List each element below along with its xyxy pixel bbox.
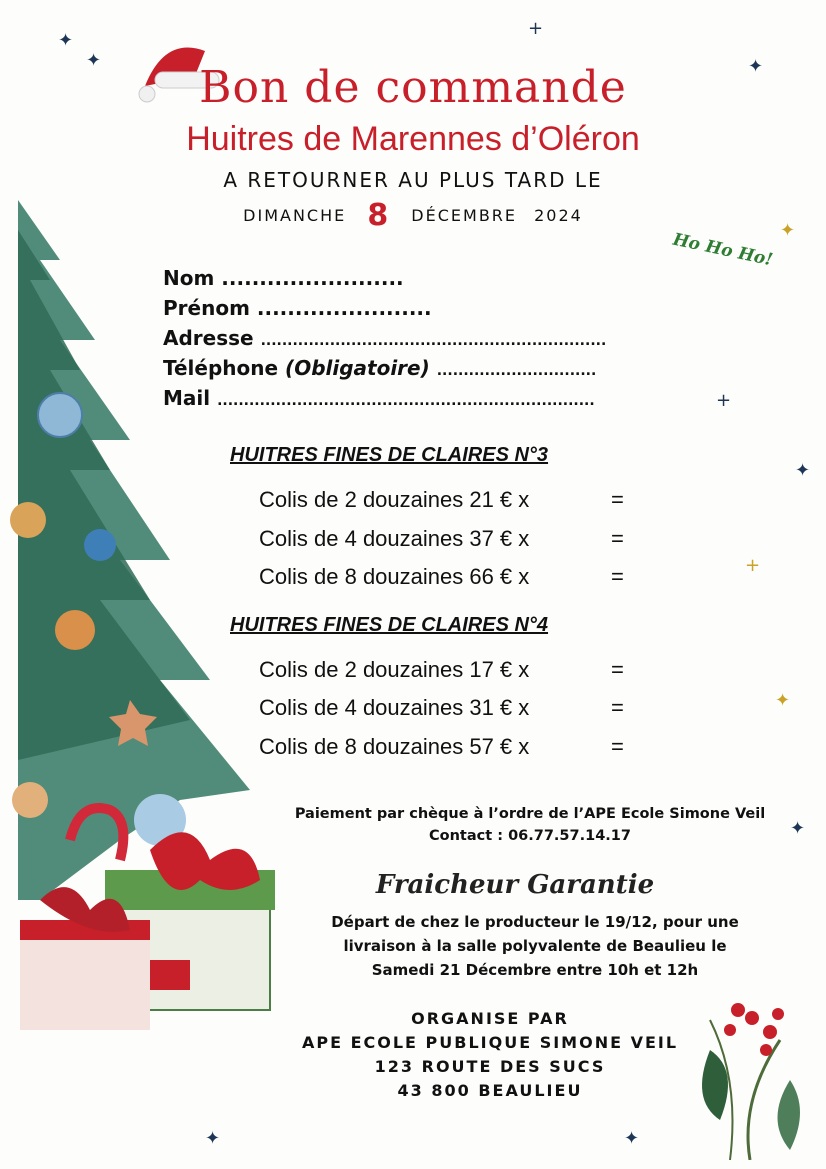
fill-line: ....................... (256, 296, 432, 320)
field-label: Téléphone (163, 356, 279, 380)
field-label: Prénom (163, 296, 250, 320)
organizer-heading: ORGANISE PAR (411, 1009, 569, 1028)
field-label: Nom (163, 266, 215, 290)
sparkle-icon: ✦ (748, 56, 764, 77)
total-field[interactable]: = (611, 487, 624, 512)
field-note: (Obligatoire) (285, 356, 430, 380)
fill-line: ................................................................. (260, 333, 607, 349)
sparkle-icon: + (745, 555, 761, 576)
page-title: Bon de commande (199, 62, 627, 113)
deadline-line: A RETOURNER AU PLUS TARD LE (223, 168, 603, 192)
fill-line: ........................ (221, 266, 404, 290)
section-title-n3: HUITRES FINES DE CLAIRES N°3 (230, 444, 549, 466)
total-field[interactable]: = (611, 695, 624, 720)
freshness-title: Fraicheur Garantie (375, 870, 655, 900)
freshness-line: Départ de chez le producteur le 19/12, pour une (331, 913, 739, 931)
sparkle-icon: ✦ (795, 460, 811, 481)
firstname-field[interactable] (163, 296, 432, 320)
field-label: Adresse (163, 326, 254, 350)
sparkle-icon: ✦ (790, 818, 806, 839)
mail-field[interactable] (163, 386, 595, 410)
sparkle-icon: + (716, 390, 732, 411)
contact-info: Contact : 06.77.57.14.17 (429, 828, 631, 844)
sparkle-icon: + (528, 18, 544, 39)
deadline-month: DÉCEMBRE (411, 206, 518, 225)
sparkle-icon: ✦ (775, 690, 791, 711)
freshness-line: livraison à la salle polyvalente de Beaulieu le (343, 937, 727, 955)
payment-info: Paiement par chèque à l’ordre de l’APE Ecole Simone Veil (294, 806, 766, 822)
order-item: Colis de 4 douzaines 37 € x (259, 526, 530, 551)
organizer-city: 43 800 BEAULIEU (397, 1081, 583, 1100)
hohoho-sticker: Ho Ho Ho! (671, 229, 775, 271)
section-title-n4: HUITRES FINES DE CLAIRES N°4 (230, 614, 549, 636)
sparkle-icon: ✦ (205, 1128, 221, 1149)
field-label: Mail (163, 386, 211, 410)
sparkle-icon: ✦ (624, 1128, 640, 1149)
deadline-date (0, 198, 826, 233)
fill-line: .............................. (436, 363, 597, 379)
total-field[interactable]: = (611, 734, 624, 759)
freshness-line: Samedi 21 Décembre entre 10h et 12h (371, 961, 699, 979)
organizer-name: APE ECOLE PUBLIQUE SIMONE VEIL (301, 1033, 679, 1052)
deadline-year: 2024 (534, 206, 583, 225)
order-item: Colis de 8 douzaines 66 € x (259, 564, 530, 589)
sparkle-icon: ✦ (86, 50, 102, 71)
name-field[interactable] (163, 266, 404, 290)
deadline-day: DIMANCHE (243, 206, 347, 225)
sparkle-icon: ✦ (58, 30, 74, 51)
order-item: Colis de 8 douzaines 57 € x (259, 734, 530, 759)
total-field[interactable]: = (611, 526, 624, 551)
total-field[interactable]: = (611, 564, 624, 589)
freshness-text (275, 910, 795, 982)
total-field[interactable]: = (611, 657, 624, 682)
order-item: Colis de 4 douzaines 31 € x (259, 695, 530, 720)
organizer-street: 123 ROUTE DES SUCS (374, 1057, 606, 1076)
order-item: Colis de 2 douzaines 17 € x (259, 657, 530, 682)
phone-field[interactable] (163, 356, 596, 380)
page-subtitle: Huitres de Marennes d’Oléron (186, 120, 640, 158)
address-field[interactable] (163, 326, 606, 350)
order-item: Colis de 2 douzaines 21 € x (259, 487, 530, 512)
sparkle-icon: ✦ (780, 220, 796, 241)
deadline-day-number: 8 (367, 198, 391, 233)
fill-line: ....................................................................... (217, 393, 595, 409)
